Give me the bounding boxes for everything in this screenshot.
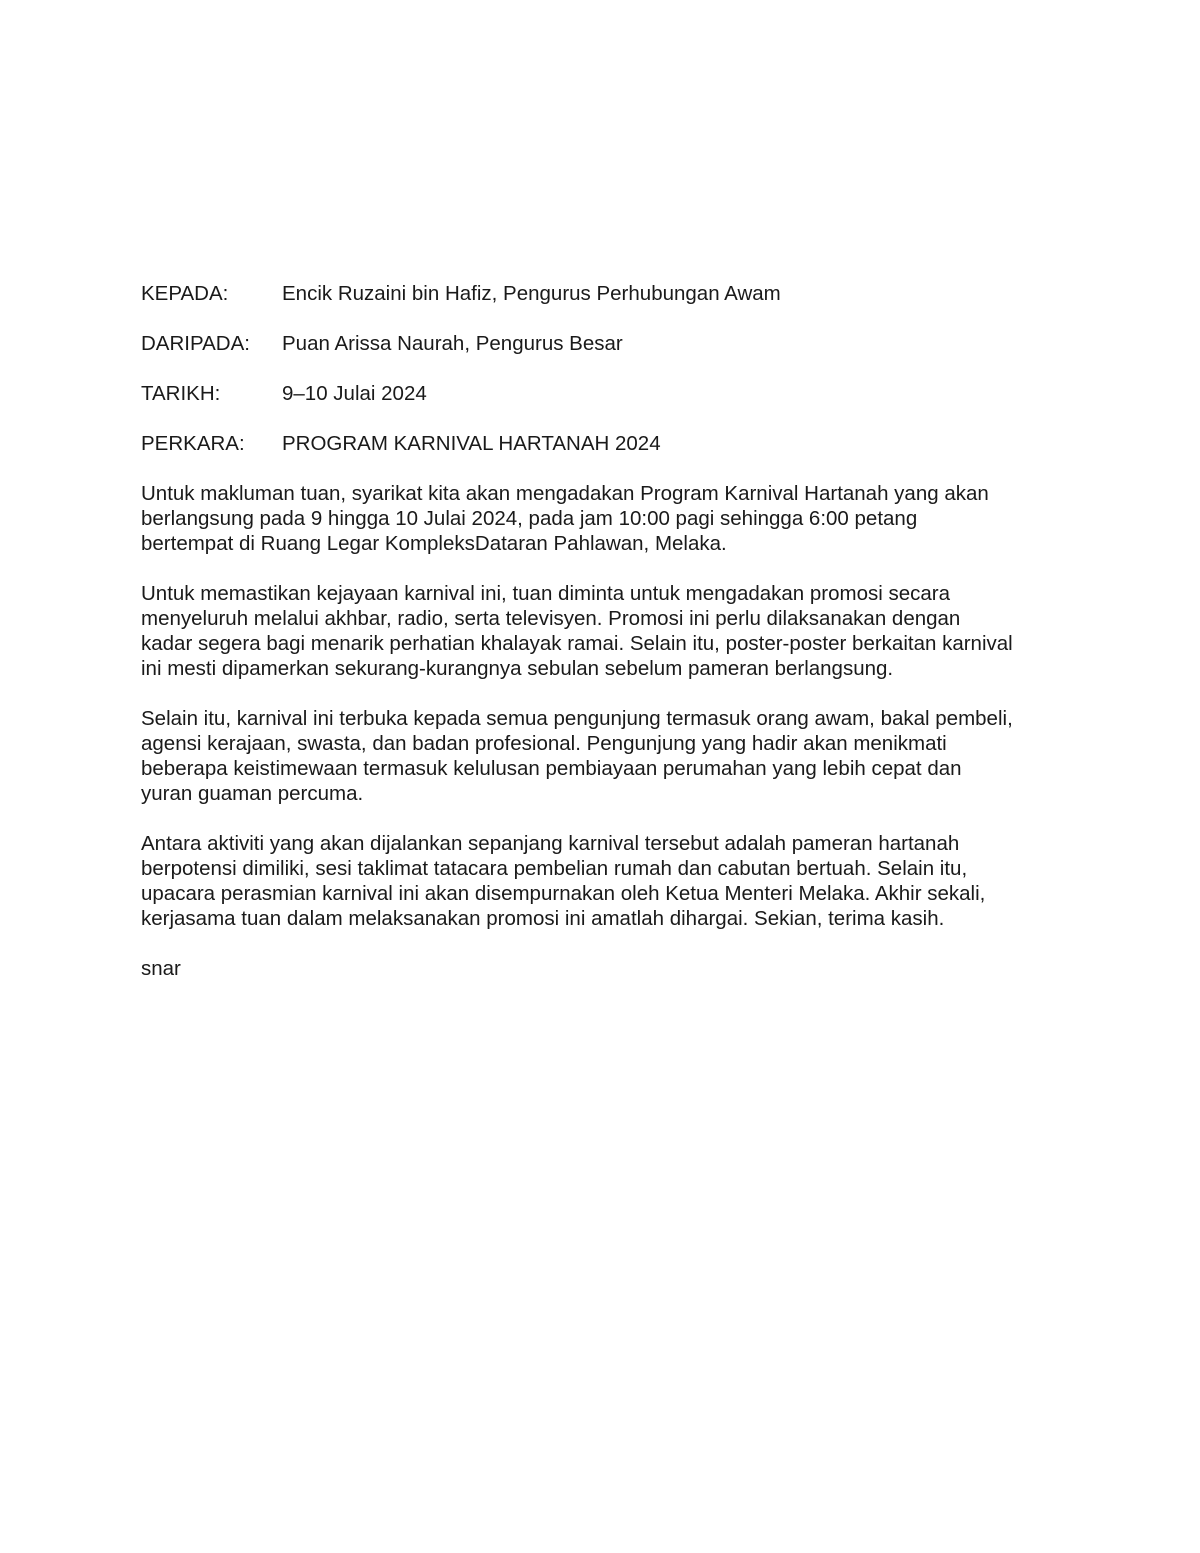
paragraph-line: Selain itu, karnival ini terbuka kepada semua pengunjung termasuk orang awam, bakal pembeli, [141, 707, 1013, 730]
paragraph-line: ini mesti dipamerkan sekurang-kurangnya sebulan sebelum pameran berlangsung. [141, 657, 894, 680]
memo-header-date [141, 381, 1071, 406]
header-label-to: KEPADA: [141, 282, 229, 305]
memo-header-from [141, 331, 1071, 356]
memo-document [141, 281, 1071, 981]
paragraph-line: Untuk memastikan kejayaan karnival ini, tuan diminta untuk mengadakan promosi secara [141, 582, 951, 605]
paragraph-line: berpotensi dimiliki, sesi taklimat tatacara pembelian rumah dan cabutan bertuah. Selain itu, [141, 857, 968, 880]
header-value-from: Puan Arissa Naurah, Pengurus Besar [282, 332, 623, 355]
paragraph-line: yuran guaman percuma. [141, 782, 364, 805]
paragraph-line: kerjasama tuan dalam melaksanakan promosi ini amatlah dihargai. Sekian, terima kasih. [141, 907, 945, 930]
paragraph-line: Antara aktiviti yang akan dijalankan sepanjang karnival tersebut adalah pameran hartanah [141, 832, 960, 855]
header-label-date: TARIKH: [141, 382, 221, 405]
paragraph-line: menyeluruh melalui akhbar, radio, serta televisyen. Promosi ini perlu dilaksanakan dengan [141, 607, 961, 630]
memo-header-subject [141, 431, 1071, 456]
paragraph-line: Untuk makluman tuan, syarikat kita akan mengadakan Program Karnival Hartanah yang akan [141, 482, 989, 505]
body-paragraph-3 [141, 706, 1071, 806]
paragraph-line: agensi kerajaan, swasta, dan badan profesional. Pengunjung yang hadir akan menikmati [141, 732, 947, 755]
paragraph-line: bertempat di Ruang Legar KompleksDataran Pahlawan, Melaka. [141, 532, 727, 555]
body-paragraph-1 [141, 481, 1071, 556]
header-value-to: Encik Ruzaini bin Hafiz, Pengurus Perhubungan Awam [282, 282, 781, 305]
header-value-date: 9–10 Julai 2024 [282, 382, 427, 405]
body-paragraph-2 [141, 581, 1071, 681]
paragraph-line: beberapa keistimewaan termasuk kelulusan pembiayaan perumahan yang lebih cepat dan [141, 757, 962, 780]
header-value-subject: PROGRAM KARNIVAL HARTANAH 2024 [282, 432, 661, 455]
paragraph-line: kadar segera bagi menarik perhatian khalayak ramai. Selain itu, poster-poster berkaitan karnival [141, 632, 1013, 655]
paragraph-line: upacara perasmian karnival ini akan disempurnakan oleh Ketua Menteri Melaka. Akhir sekali, [141, 882, 986, 905]
reference-initials: snar [141, 957, 181, 980]
paragraph-line: berlangsung pada 9 hingga 10 Julai 2024, pada jam 10:00 pagi sehingga 6:00 petang [141, 507, 918, 530]
header-label-subject: PERKARA: [141, 432, 245, 455]
body-paragraph-4 [141, 831, 1071, 931]
memo-header-to [141, 281, 1071, 306]
header-label-from: DARIPADA: [141, 332, 250, 355]
